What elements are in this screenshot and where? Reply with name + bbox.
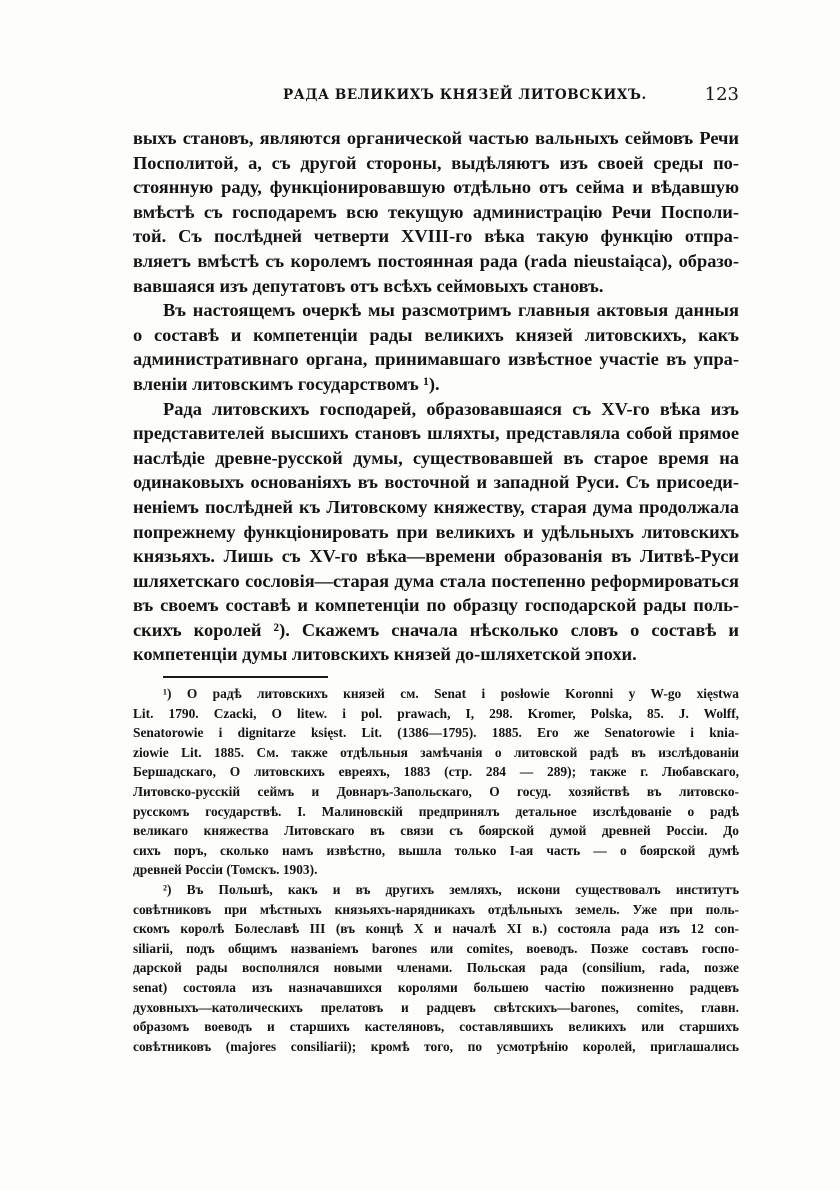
text-line: скихъ королей ²). Скажемъ сначала нѣсколько словъ о составѣ и xyxy=(133,619,739,640)
text-line: компетенціи думы литовскихъ князей до-шляхетской эпохи. xyxy=(133,644,637,665)
text-line: въ своемъ составѣ и компетенціи по образцу господарской рады поль- xyxy=(133,595,739,616)
main-text xyxy=(133,126,739,667)
footnote-line: Литовско-русскій сеймъ и Довнаръ-Запольскаго, О госуд. хозяйствѣ въ литовско- xyxy=(133,783,739,799)
footnote-line: духовныхъ—католическихъ прелатовъ и радцевъ свѣтскихъ—barones, comites, главн. xyxy=(133,999,739,1015)
footnote-line: совѣтниковъ (majores consiliarii); кромѣ того, по усмотрѣнію королей, приглашались xyxy=(133,1038,739,1054)
text-line: выхъ становъ, являются органической частью вальныхъ сеймовъ Речи xyxy=(133,128,739,148)
footnote-line: дарской рады восполнялся новыми членами. Польская рада (consilium, rada, позже xyxy=(133,960,739,976)
text-line: той. Съ послѣдней четверти XVIII-го вѣка такую функцію отпра- xyxy=(133,226,739,247)
text-line: вмѣстѣ съ господаремъ всю текущую администрацію Речи Посполи- xyxy=(133,201,739,222)
footnote-line: сихъ поръ, сколько намъ извѣстно, вышла только I-ая часть — о боярской думѣ xyxy=(133,842,739,858)
text-line: наслѣдіе древне-русской думы, существовавшей въ старое время на xyxy=(133,447,739,468)
text-line: стоянную раду, функціонировавшую отдѣльно отъ сейма и вѣдавшую xyxy=(133,177,739,198)
page-header xyxy=(133,84,739,110)
text-line: вляетъ вмѣстѣ съ королемъ постоянная рада (rada nieustaiąca), образо- xyxy=(133,250,739,271)
footnote-line: ziowie Lit. 1885. См. также отдѣльныя замѣчанія о литовской радѣ въ изслѣдованіи xyxy=(133,744,739,760)
text-line: Посполитой, а, съ другой стороны, выдѣляютъ изъ своей среды по- xyxy=(133,152,739,173)
footnote-line: великаго княжества Литовскаго въ связи съ боярской думой древней Россіи. До xyxy=(133,823,739,839)
text-line: вавшаяся изъ депутатовъ отъ всѣхъ сеймовыхъ становъ. xyxy=(133,275,604,296)
text-line: Рада литовскихъ господарей, образовавшаяся съ XV-го вѣка изъ xyxy=(163,398,739,419)
text-line: шляхетскаго сословія—старая дума стала постепенно реформироваться xyxy=(133,570,739,591)
text-line: административнаго органа, принимавшаго извѣстное участіе въ упра- xyxy=(133,349,739,370)
footnote-line: ¹) О радѣ литовскихъ князей см. Senat i posłowie Koronni y W-go xięstwa xyxy=(163,686,739,701)
footnote-line: русскомъ государствѣ. І. Малиновскій предпринялъ детальное изслѣдованіе о радѣ xyxy=(133,803,739,819)
footnote-line: Lit. 1790. Czacki, O litew. i pol. prawach, I, 298. Kromer, Polska, 85. J. Wolff, xyxy=(133,705,739,721)
running-title: РАДА ВЕЛИКИХЪ КНЯЗЕЙ ЛИТОВСКИХЪ. xyxy=(283,87,647,103)
footnote-divider xyxy=(163,676,328,678)
footnote-line: совѣтниковъ при мѣстныхъ князьяхъ-нарядникахъ отдѣльныхъ земель. Уже при поль- xyxy=(133,901,739,917)
text-line: попрежнему функціонировать при великихъ и удѣльныхъ литовскихъ xyxy=(133,521,739,542)
footnote-line: скомъ королѣ Болеславѣ III (въ концѣ X и началѣ XI в.) состояла рада изъ 12 con- xyxy=(133,921,739,937)
footnote-line: Бершадскаго, О литовскихъ евреяхъ, 1883 (стр. 284 — 289); также г. Любавскаго, xyxy=(133,764,739,780)
text-line: Въ настоящемъ очеркѣ мы разсмотримъ главныя актовыя данныя xyxy=(163,300,739,321)
footnote-line: siliarii, подъ общимъ названіемъ barones или comites, воеводъ. Позже составъ госпо- xyxy=(133,940,739,956)
footnotes xyxy=(133,684,739,1056)
footnote-line: образомъ воеводъ и старшихъ кастеляновъ, составлявшихъ великихъ или старшихъ xyxy=(133,1019,739,1035)
text-line: вленіи литовскимъ государствомъ ¹). xyxy=(133,373,440,394)
text-line: о составѣ и компетенціи рады великихъ князей литовскихъ, какъ xyxy=(133,324,739,345)
text-line: неніемъ послѣдней къ Литовскому княжеству, старая дума продолжала xyxy=(133,496,739,517)
text-line: одинаковыхъ основаніяхъ въ восточной и западной Руси. Съ присоеди- xyxy=(133,472,739,493)
footnote-line: ²) Въ Польшѣ, какъ и въ другихъ земляхъ, искони существовалъ институтъ xyxy=(163,881,739,897)
text-line: князьяхъ. Лишь съ XV-го вѣка—времени образованія въ Литвѣ-Руси xyxy=(133,546,739,567)
footnote-line: senat) состояла изъ назначавшихся королями большею частію пожизненно радцевъ xyxy=(133,979,739,995)
text-line: представителей высшихъ становъ шляхты, представляла собой прямое xyxy=(133,423,739,444)
footnote-line: древней Россіи (Томскъ. 1903). xyxy=(133,862,318,878)
footnote-line: Senatorowie i dignitarze księst. Lit. (1386—1795). 1885. Его же Senatorowie i knia- xyxy=(133,725,739,741)
page-number: 123 xyxy=(704,84,739,105)
